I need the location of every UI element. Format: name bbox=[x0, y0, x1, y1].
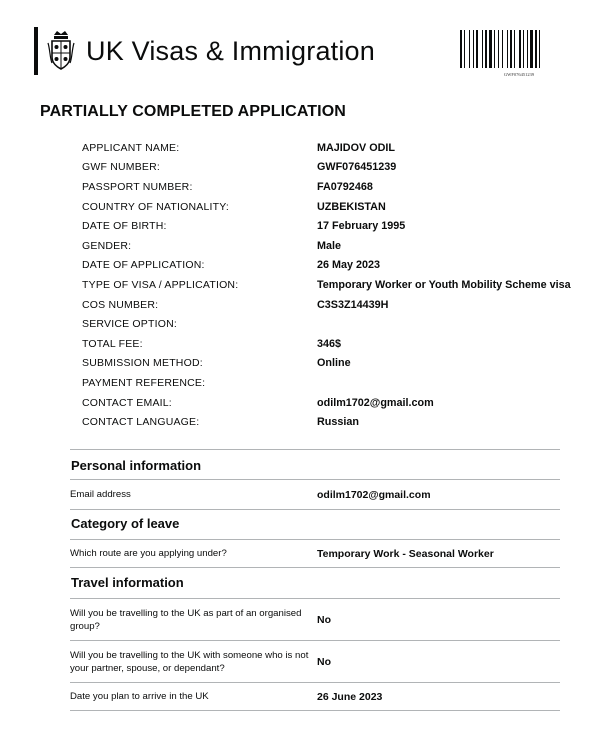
summary-row bbox=[82, 216, 592, 236]
application-summary bbox=[82, 138, 592, 432]
summary-value: Online bbox=[317, 357, 351, 370]
summary-value: FA0792468 bbox=[317, 180, 373, 193]
summary-value: Male bbox=[317, 239, 342, 252]
answer-value: No bbox=[317, 655, 331, 668]
travel-information-section bbox=[70, 568, 560, 711]
header bbox=[34, 26, 375, 76]
question-label: Will you be travelling to the UK as part of an organised group? bbox=[70, 607, 302, 632]
summary-label: GWF NUMBER: bbox=[82, 161, 161, 174]
summary-row bbox=[82, 314, 592, 334]
summary-value: 17 February 1995 bbox=[317, 220, 406, 233]
summary-label: COUNTRY OF NATIONALITY: bbox=[82, 200, 229, 213]
barcode-text: GWF076451239 bbox=[503, 72, 535, 77]
header-divider bbox=[34, 27, 38, 75]
summary-label: DATE OF APPLICATION: bbox=[82, 259, 205, 272]
question-label: Email address bbox=[70, 489, 131, 500]
summary-row bbox=[82, 138, 592, 158]
question-row bbox=[70, 599, 560, 641]
question-label: Which route are you applying under? bbox=[70, 548, 227, 559]
question-row bbox=[70, 540, 560, 568]
category-of-leave-section bbox=[70, 509, 560, 568]
summary-row bbox=[82, 197, 592, 217]
summary-label: DATE OF BIRTH: bbox=[82, 220, 167, 233]
section-heading: Travel information bbox=[71, 575, 184, 590]
royal-crest-icon bbox=[46, 29, 76, 73]
summary-row bbox=[82, 354, 592, 374]
answer-value: No bbox=[317, 613, 331, 626]
section-heading: Category of leave bbox=[71, 516, 180, 531]
summary-label: PAYMENT REFERENCE: bbox=[82, 376, 206, 389]
brand-title: UK Visas & Immigration bbox=[86, 35, 375, 66]
summary-label: APPLICANT NAME: bbox=[82, 141, 180, 154]
summary-label: SERVICE OPTION: bbox=[82, 318, 177, 331]
answer-value: 26 June 2023 bbox=[317, 690, 383, 703]
summary-value: GWF076451239 bbox=[317, 161, 397, 174]
answer-value: odilm1702@gmail.com bbox=[317, 488, 431, 501]
answer-value: Temporary Work - Seasonal Worker bbox=[317, 547, 494, 560]
summary-label: TOTAL FEE: bbox=[82, 337, 143, 350]
question-row bbox=[70, 641, 560, 683]
question-row bbox=[70, 683, 560, 711]
summary-value: 26 May 2023 bbox=[317, 259, 381, 272]
summary-row bbox=[82, 256, 592, 276]
barcode-icon bbox=[460, 30, 578, 68]
summary-row bbox=[82, 158, 592, 178]
summary-value: 346$ bbox=[317, 337, 342, 350]
personal-information-section bbox=[70, 449, 560, 510]
summary-row bbox=[82, 177, 592, 197]
summary-value: odilm1702@gmail.com bbox=[317, 396, 434, 409]
summary-label: PASSPORT NUMBER: bbox=[82, 180, 193, 193]
question-label: Date you plan to arrive in the UK bbox=[70, 691, 209, 702]
summary-value: MAJIDOV ODIL bbox=[317, 141, 395, 154]
summary-row bbox=[82, 334, 592, 354]
question-label: Will you be travelling to the UK with someone who is not your partner, spouse, or dependant? bbox=[70, 649, 309, 674]
summary-label: CONTACT LANGUAGE: bbox=[82, 416, 200, 429]
question-row bbox=[70, 480, 560, 510]
summary-row bbox=[82, 236, 592, 256]
summary-value: Russian bbox=[317, 416, 360, 429]
barcode bbox=[460, 30, 578, 77]
summary-value: C3S3Z14439H bbox=[317, 298, 389, 311]
summary-label: TYPE OF VISA / APPLICATION: bbox=[82, 278, 239, 291]
summary-row bbox=[82, 393, 592, 413]
section-heading: Personal information bbox=[71, 458, 202, 473]
summary-label: COS NUMBER: bbox=[82, 298, 159, 311]
summary-value: UZBEKISTAN bbox=[317, 200, 386, 213]
summary-label: SUBMISSION METHOD: bbox=[82, 357, 203, 370]
summary-row bbox=[82, 295, 592, 315]
summary-value: Temporary Worker or Youth Mobility Scheme visa bbox=[317, 278, 571, 291]
summary-label: CONTACT EMAIL: bbox=[82, 396, 172, 409]
summary-row bbox=[82, 412, 592, 432]
summary-row bbox=[82, 373, 592, 393]
summary-row bbox=[82, 275, 592, 295]
summary-label: GENDER: bbox=[82, 239, 132, 252]
page-title: PARTIALLY COMPLETED APPLICATION bbox=[40, 103, 346, 120]
